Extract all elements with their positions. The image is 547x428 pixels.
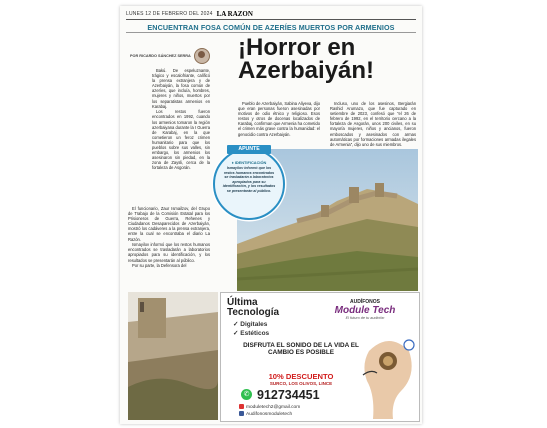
hearing-aid-illustration <box>361 331 417 419</box>
check-icon: ✓ <box>233 330 241 337</box>
ad-brand <box>319 299 411 320</box>
newspaper-page <box>120 6 422 424</box>
article-kicker: ENCUENTRAN FOSA COMÚN DE AZERÍES MUERTOS POR ARMENIOS <box>147 23 395 32</box>
ad-brand-top: AUDÍFONOS <box>350 299 380 305</box>
apunte-title: ♦ IDENTIFICACIÓN <box>231 160 267 165</box>
article-column-2 <box>238 101 320 137</box>
ad-slogan: DISFRUTA EL SONIDO DE LA VIDA EL CAMBIO ES POSIBLE <box>243 342 359 357</box>
ad-brand-name: Module Tech <box>334 305 396 316</box>
ruins-photo <box>128 292 218 420</box>
article-headline: ¡Horror en Azerbaiyán! <box>238 34 375 84</box>
facebook-icon <box>239 411 244 416</box>
whatsapp-icon: ✆ <box>241 389 252 400</box>
hearing-aid-advertisement <box>220 292 420 422</box>
ad-phone: 912734451 <box>257 388 320 402</box>
ad-facebook-row: Audifonosmoduletech <box>239 411 292 417</box>
apunte-text: Ismayilov informó que los restos humanos encontrados se trasladarán a laboratorios apropiados para su identificación, y los resultados se presentarán al público. <box>222 166 276 193</box>
paragraph: Por su parte, la Defensora del <box>132 263 187 269</box>
newspaper-brand: LA RAZON <box>216 10 253 18</box>
paragraph: Ismayilov informó que los restos humanos encontrados se trasladarán a laboratorios apropiados para su identificación, y los resultados se presentarán al público. <box>128 242 210 263</box>
ad-address: SURCO, LOS OLIVOS, LINCE <box>269 381 333 386</box>
masthead-rule <box>126 19 416 20</box>
ad-discount: 10% DESCUENTO <box>268 372 334 381</box>
masthead <box>126 9 416 19</box>
kicker-rule <box>126 32 416 33</box>
email-icon <box>239 404 244 409</box>
article-column-1b <box>128 206 210 269</box>
author-avatar <box>194 48 210 64</box>
ad-bullet-digitales: ✓ Digitales <box>233 321 268 328</box>
edition-date: LUNES 12 DE FEBRERO DEL 2024 <box>126 11 213 17</box>
ad-brand-tagline: El futuro de tu audición <box>345 316 385 320</box>
paragraph: El funcionario, Zaur Ismailzov, del Grupo de Trabajo de la Comisión Estatal para los Prisioneros de Guerra, Rehenes y Ciudadanos Desaparecidos de Azerbaiyán, mostró los cadáveres a la prensa extranjera, entre la cual se encontraba el diario La Razón. <box>128 206 210 242</box>
article-column-3 <box>330 101 416 147</box>
article-column-1 <box>152 68 210 171</box>
paragraph: Incluso, uno de los asesinos, Bergiarán Rashid Arumazo, que fue capturado en setiembre de 2023, confesó que "el 26 de febrero de 1992, en el territorio cercano a la fortaleza de Asgorán, unos 200 civiles, en su mayoría mujeres, niños y ancianos, fueron emboscados y asesinados con armas automáticas por formaciones armadas ilegales de Armenia", dijo uno de sus miembros. <box>330 101 416 147</box>
ad-line-1: Última <box>227 297 258 308</box>
paragraph: Los restos fueron encontrados en 1992, cuando los armenios tomaron la región azerbaiyana durante la I Guerra de Karabaj, en la que cometieron un feroz crimen humanitario para que los pueblos sobre sus valles, sin embargo, los armenios los asesinaron sin piedad, en la zona de Zaysli, cerca de la fortaleza de Asgorán. <box>152 109 210 171</box>
byline <box>130 48 210 64</box>
paragraph: Bakú. De espeluznante, trágico y escalofriante, calificó la prensa extranjera y de Azerbaiyán, la fosa común de azeríes, que incluía, hombres, mujeres y niños, muertos por los separatistas armenios en Karabaj. <box>152 68 210 109</box>
ad-bullet-esteticos: ✓ Estéticos <box>233 330 270 337</box>
author-name: POR RICARDO SÁNCHEZ SERRA <box>130 54 191 58</box>
apunte-callout <box>213 148 285 220</box>
apunte-tag: APUNTE <box>227 145 271 154</box>
check-icon: ✓ <box>233 321 241 328</box>
paragraph: Pueblo de Azerbaiyán, Sabina Aliyeva, dijo que eran personas fueron asesinadas por motivos de odio étnico y religioso. Esos restos y otros de docenas localizados de Karabaj, confirman que Armenia ha cometido el crimen más grave contra la humanidad: el genocidio contra Azerbaiyán. <box>238 101 320 137</box>
ad-email-row: moduletech2@gmail.com <box>239 404 300 410</box>
ad-line-2: Tecnología <box>227 307 280 318</box>
